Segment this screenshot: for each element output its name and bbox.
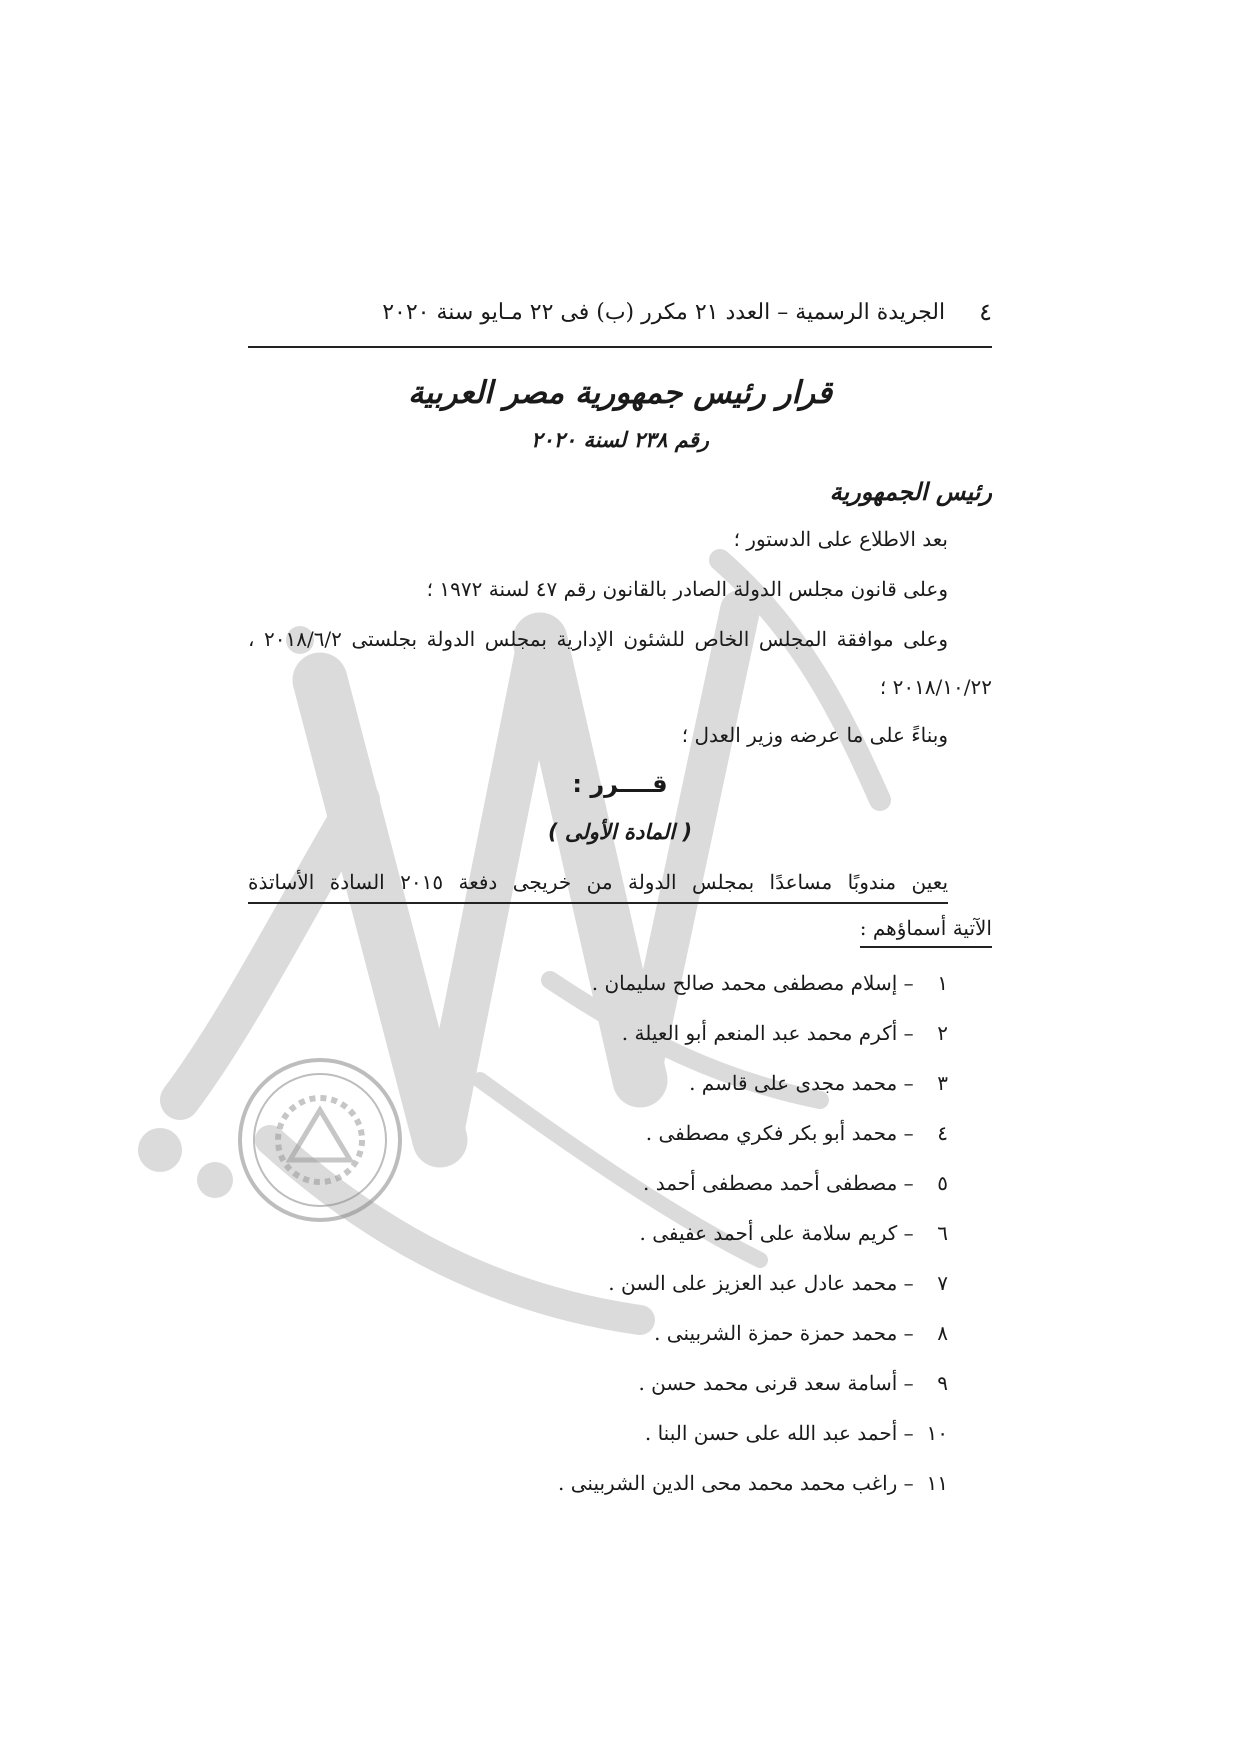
appointee-name: محمد حمزة حمزة الشربينى . — [654, 1321, 898, 1345]
names-label: الآتية أسماؤهم : — [860, 916, 992, 948]
list-item: ٤ – محمد أبو بكر فكري مصطفى . — [558, 1108, 948, 1158]
decree-number: رقم ٢٣٨ لسنة ٢٠٢٠ — [531, 428, 709, 452]
list-item: ٦ – كريم سلامة على أحمد عفيفى . — [558, 1208, 948, 1258]
item-number: ٦ — [937, 1221, 948, 1245]
item-number: ١١ — [926, 1471, 948, 1495]
seal-emblem — [235, 1055, 405, 1225]
item-number: ٧ — [937, 1271, 948, 1295]
list-item: ١١ – راغب محمد محمد محى الدين الشربينى . — [558, 1458, 948, 1508]
list-item: ٥ – مصطفى أحمد مصطفى أحمد . — [558, 1158, 948, 1208]
appointee-name: محمد عادل عبد العزيز على السن . — [608, 1271, 898, 1295]
appointment-text: يعين مندوبًا مساعدًا بمجلس الدولة من خريجى دفعة ٢٠١٥ السادة الأساتذة — [248, 870, 948, 904]
header-divider — [248, 346, 992, 348]
appointee-name: محمد أبو بكر فكري مصطفى . — [645, 1121, 898, 1145]
president-heading: رئيس الجمهورية — [829, 478, 992, 506]
list-item: ٣ – محمد مجدى على قاسم . — [558, 1058, 948, 1108]
gazette-issue-title: الجريدة الرسمية – العدد ٢١ مكرر (ب) فى ٢٢ مـايو سنة ٢٠٢٠ — [382, 299, 946, 325]
list-item: ١ – إسلام مصطفى محمد صالح سليمان . — [558, 958, 948, 1008]
appointee-name: كريم سلامة على أحمد عفيفى . — [639, 1221, 898, 1245]
item-number: ٥ — [937, 1171, 948, 1195]
preamble-line: ٢٠١٨/١٠/٢٢ ؛ — [879, 675, 992, 699]
article-one-heading: ( المادة الأولى ) — [547, 820, 693, 844]
appointee-name: إسلام مصطفى محمد صالح سليمان . — [591, 971, 898, 995]
preamble-line: بعد الاطلاع على الدستور ؛ — [733, 527, 948, 551]
item-number: ١٠ — [926, 1421, 948, 1445]
appointee-name: أكرم محمد عبد المنعم أبو العيلة . — [621, 1021, 898, 1045]
item-number: ٩ — [937, 1371, 948, 1395]
item-number: ١ — [937, 971, 948, 995]
decided-heading: قــــرر : — [572, 770, 668, 798]
running-header — [248, 292, 992, 332]
list-item: ١٠ – أحمد عبد الله على حسن البنا . — [558, 1408, 948, 1458]
item-number: ٢ — [937, 1021, 948, 1045]
item-number: ٤ — [937, 1121, 948, 1145]
item-number: ٣ — [937, 1071, 948, 1095]
list-item: ٧ – محمد عادل عبد العزيز على السن . — [558, 1258, 948, 1308]
appointee-name: أحمد عبد الله على حسن البنا . — [644, 1421, 898, 1445]
appointee-name: مصطفى أحمد مصطفى أحمد . — [643, 1171, 898, 1195]
preamble-line: وعلى قانون مجلس الدولة الصادر بالقانون رقم ٤٧ لسنة ١٩٧٢ ؛ — [426, 577, 948, 601]
list-item: ٢ – أكرم محمد عبد المنعم أبو العيلة . — [558, 1008, 948, 1058]
preamble-line: وبناءً على ما عرضه وزير العدل ؛ — [681, 723, 948, 747]
list-item: ٨ – محمد حمزة حمزة الشربينى . — [558, 1308, 948, 1358]
appointee-name: محمد مجدى على قاسم . — [689, 1071, 898, 1095]
appointees-list — [558, 958, 948, 1508]
appointee-name: راغب محمد محمد محى الدين الشربينى . — [558, 1471, 898, 1495]
appointee-name: أسامة سعد قرنى محمد حسن . — [638, 1371, 898, 1395]
preamble-line: وعلى موافقة المجلس الخاص للشئون الإدارية بمجلس الدولة بجلستى ٢٠١٨/٦/٢ ، — [248, 627, 949, 651]
item-number: ٨ — [937, 1321, 948, 1345]
decree-title: قرار رئيس جمهورية مصر العربية — [407, 375, 833, 411]
page-number: ٤ — [979, 298, 992, 326]
list-item: ٩ – أسامة سعد قرنى محمد حسن . — [558, 1358, 948, 1408]
